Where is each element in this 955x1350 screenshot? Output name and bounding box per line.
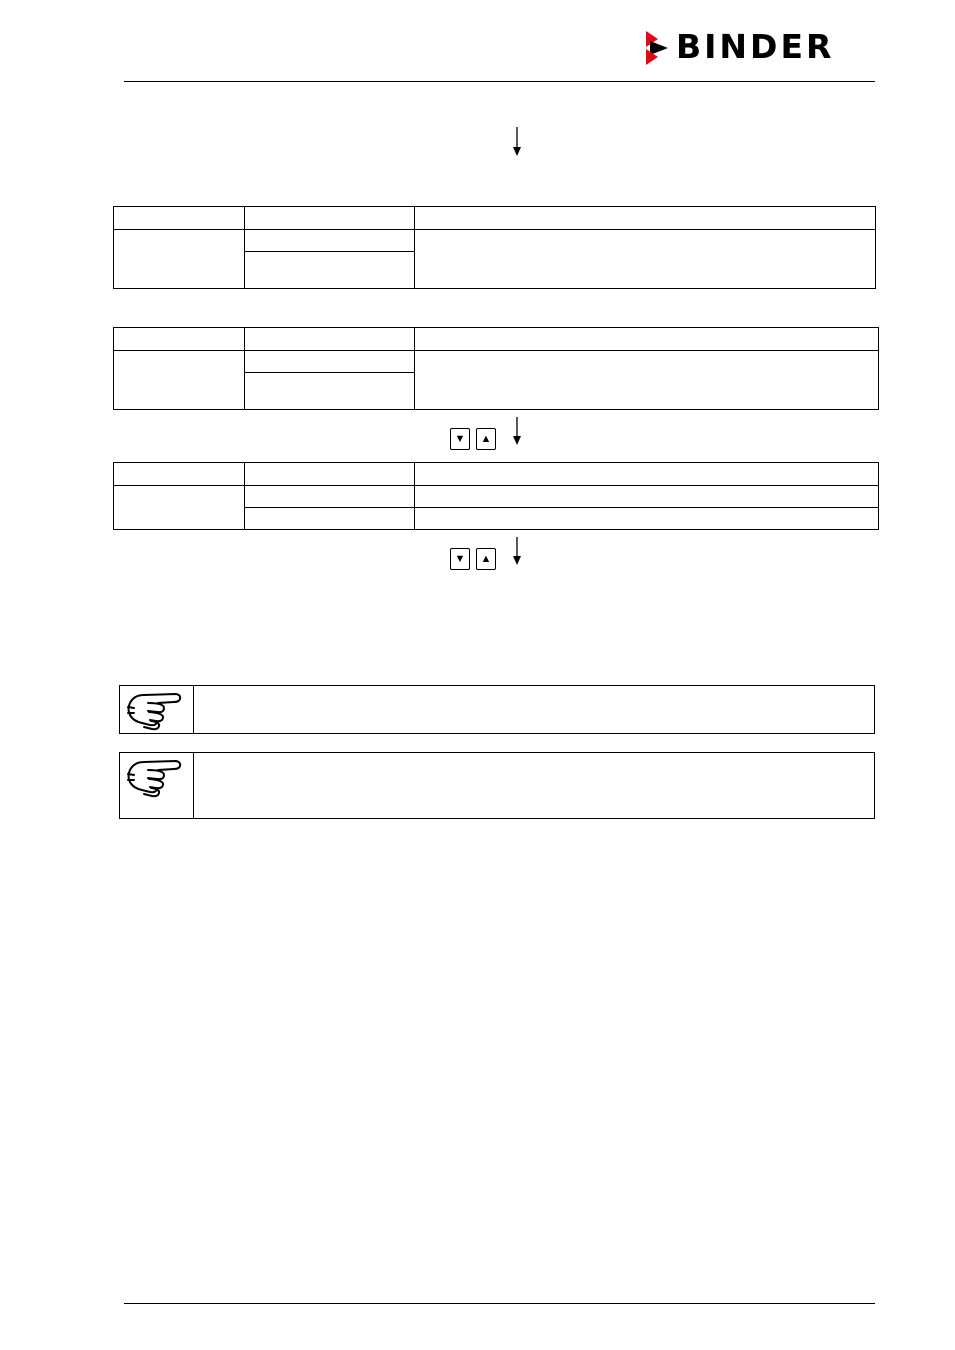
down-arrow-icon [510,127,524,157]
note-icon-cell [120,753,194,818]
table-cell [415,351,879,410]
down-arrow-icon [510,537,524,567]
note-text [194,753,874,818]
table-cell [114,463,245,486]
binder-logo-icon [646,31,670,65]
arrow-keys [450,548,496,570]
table-cell [245,207,415,230]
note-box [119,752,875,819]
header-divider [124,81,875,82]
table-cell [114,351,245,410]
arrow-keys [450,428,496,450]
table-cell [415,328,879,351]
note-icon-cell [120,686,194,733]
table-cell [114,486,245,530]
table-cell [245,252,415,289]
up-key-icon: ▲ [476,428,496,450]
up-key-icon: ▲ [476,548,496,570]
parameter-table-2 [113,327,879,410]
note-box [119,685,875,734]
table-cell [415,486,879,508]
table-cell [245,486,415,508]
pointing-hand-icon [124,756,184,800]
table-cell [245,230,415,252]
parameter-table-1 [113,206,876,289]
table-cell [415,463,879,486]
table-cell [415,508,879,530]
pointing-hand-icon [124,689,184,733]
table-cell [245,351,415,373]
table-cell [114,230,245,289]
down-arrow-icon [510,417,524,447]
table-cell [245,508,415,530]
down-key-icon: ▼ [450,548,470,570]
parameter-table-3 [113,462,879,530]
brand-name: BINDER [676,27,835,66]
table-cell [415,230,876,289]
footer-divider [124,1303,875,1304]
down-key-icon: ▼ [450,428,470,450]
table-cell [415,207,876,230]
table-cell [114,207,245,230]
note-text [194,686,874,733]
table-cell [114,328,245,351]
table-cell [245,373,415,410]
table-cell [245,328,415,351]
table-cell [245,463,415,486]
